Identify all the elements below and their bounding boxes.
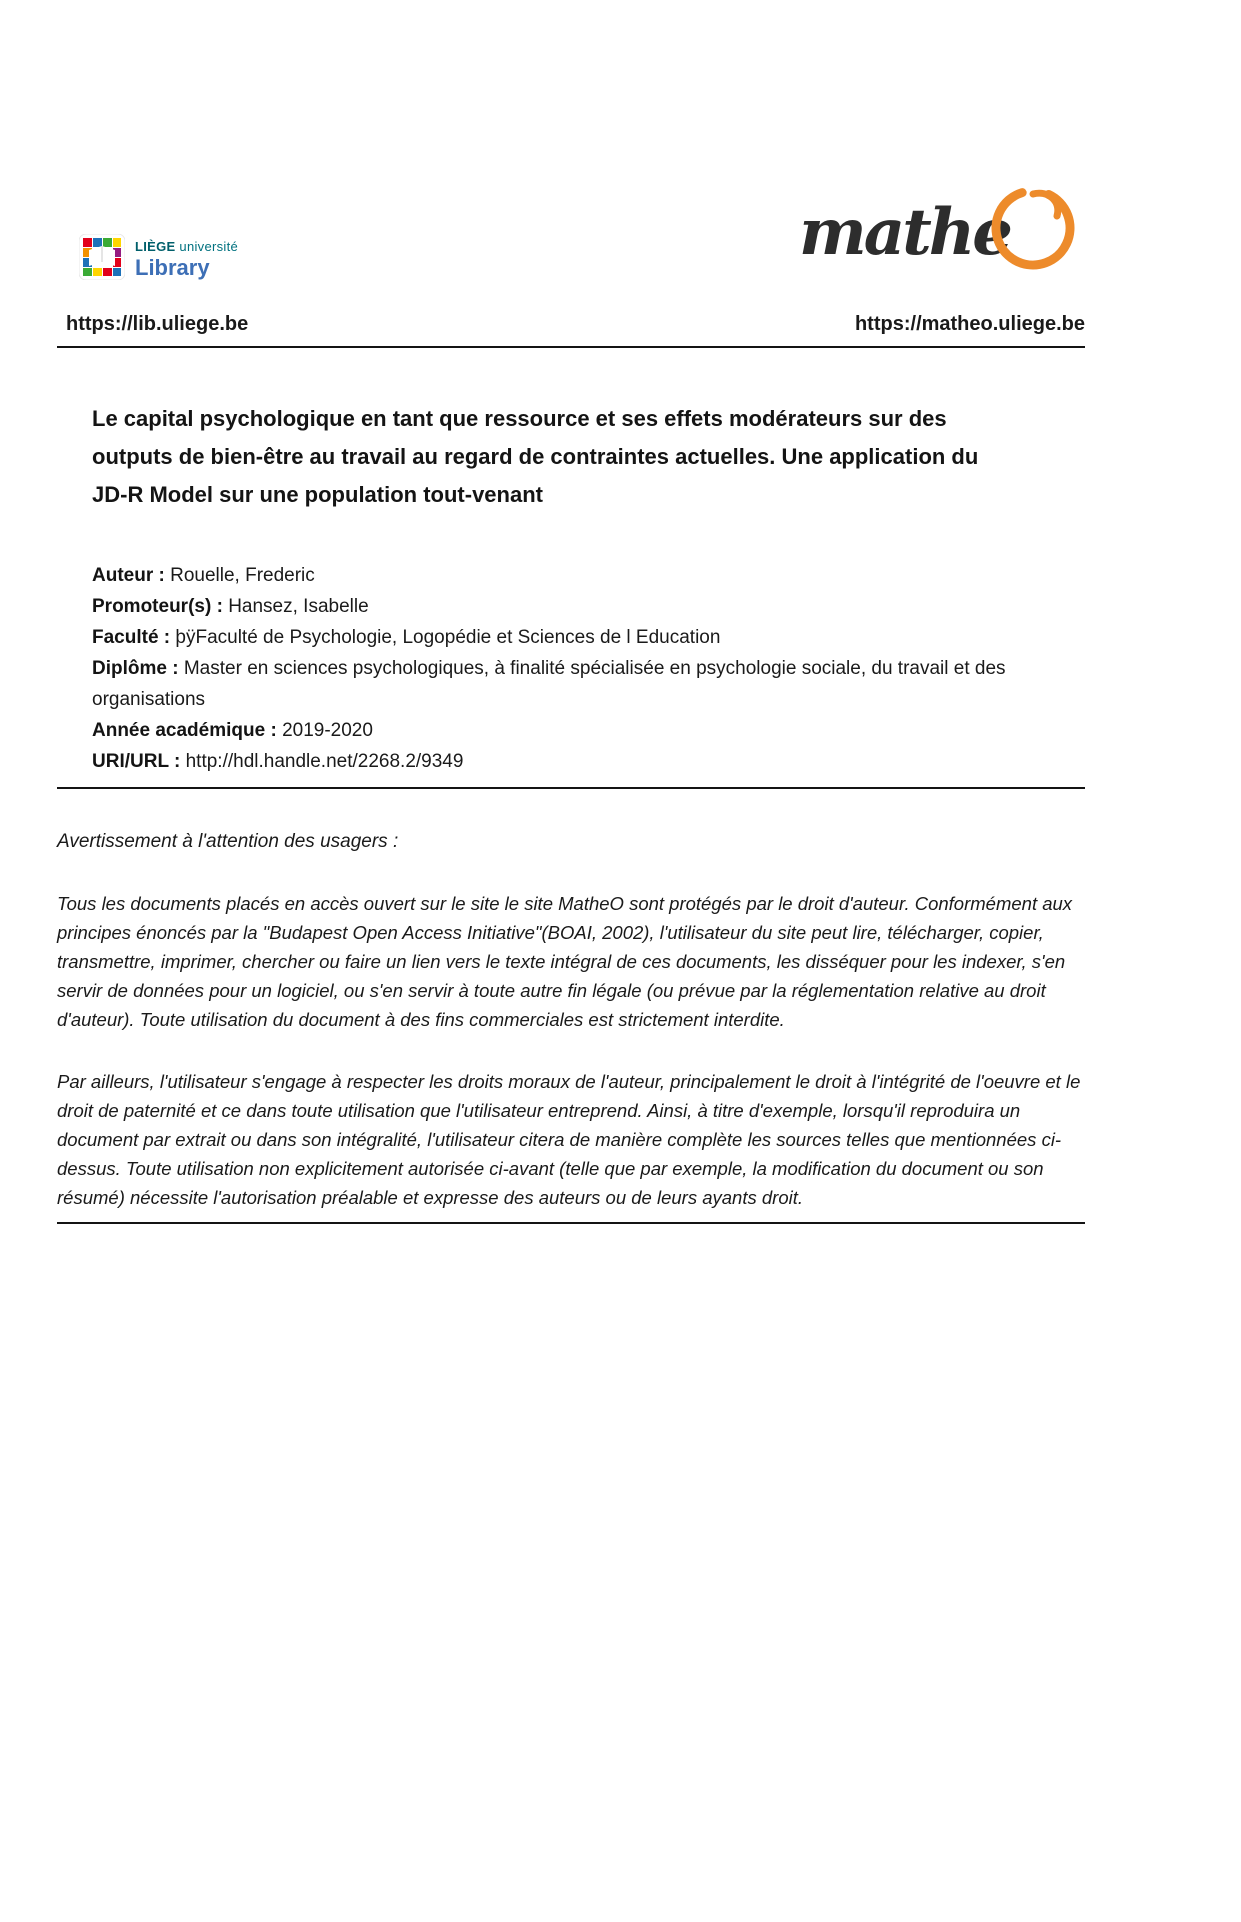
matheo-logo-script-text: mathe — [799, 195, 1010, 270]
uliege-library-logo — [79, 234, 238, 285]
matheo-url-link[interactable]: https://matheo.uliege.be — [854, 313, 1085, 335]
metadata-label: Diplôme : — [92, 658, 184, 679]
divider-top — [57, 346, 1085, 348]
metadata-row-uri — [92, 746, 1057, 777]
page-header — [57, 168, 1085, 295]
metadata-value: Rouelle, Frederic — [170, 565, 315, 586]
library-logo-icon — [79, 234, 125, 285]
metadata-label: Promoteur(s) : — [92, 596, 229, 617]
matheo-logo — [799, 168, 1079, 295]
metadata-label: Année académique : — [92, 720, 283, 741]
metadata-label: Faculté : — [92, 627, 176, 648]
document-page — [0, 168, 1241, 1922]
metadata-value: 2019-2020 — [282, 720, 373, 741]
notice-paragraph-1: Tous les documents placés en accès ouvert sur le site le site MatheO sont protégés par le droit d'auteur. Conformément aux principes énoncés par la "Budapest Open Access Initiative"(BOAI, 2002), l'utilisateur du site peut lire, télécharger, copier, transmettre, imprimer, chercher ou faire un lien vers le texte intégral de ces documents, les disséquer pour les indexer, s'en servir de données pour un logiciel, ou s'en servir à toute autre fin légale (ou prévue par la réglementation relative au droit d'auteur). Toute utilisation du document à des fins commerciales est strictement interdite. — [57, 893, 1073, 1030]
divider-middle — [57, 787, 1085, 789]
notice-heading: Avertissement à l'attention des usagers : — [57, 831, 399, 852]
divider-bottom — [57, 1222, 1085, 1224]
liege-universite-label: LIÈGE université — [135, 238, 239, 254]
metadata-row-diploma — [92, 653, 1057, 715]
metadata-value: Hansez, Isabelle — [228, 596, 369, 617]
metadata-value: Master en sciences psychologiques, à finalité spécialisée en psychologie sociale, du travail et des organisations — [92, 658, 1006, 710]
metadata-uri-link[interactable]: http://hdl.handle.net/2268.2/9349 — [185, 751, 464, 772]
metadata-label: URI/URL : — [92, 751, 186, 772]
library-label: Library — [135, 254, 210, 280]
library-logo-text — [135, 239, 238, 281]
metadata-row-faculty — [92, 622, 1057, 653]
metadata-label: Auteur : — [92, 565, 171, 586]
url-row — [57, 313, 1085, 336]
metadata-block — [92, 560, 1057, 777]
metadata-row-promoter — [92, 591, 1057, 622]
metadata-row-academic-year — [92, 715, 1057, 746]
thesis-title: Le capital psychologique en tant que ressource et ses effets modérateurs sur des outputs de bien-être au travail au regard de contraintes actuelles. Une application du JD-R Model sur une population tout-venant — [92, 406, 979, 507]
metadata-row-author — [92, 560, 1057, 591]
metadata-value: þÿFaculté de Psychologie, Logopédie et Sciences de l Education — [175, 627, 721, 648]
notice-paragraph-2: Par ailleurs, l'utilisateur s'engage à respecter les droits moraux de l'auteur, principalement le droit à l'intégrité de l'oeuvre et le droit de paternité et ce dans toute utilisation que l'utilisateur entreprend. Ainsi, à titre d'exemple, lorsqu'il reproduira un document par extrait ou dans son intégralité, l'utilisateur citera de manière complète les sources telles que mentionnées ci-dessus. Toute utilisation non explicitement autorisée ci-avant (telle que par exemple, la modification du document ou son résumé) nécessite l'autorisation préalable et expresse des auteurs ou de leurs ayants droit. — [57, 1071, 1081, 1208]
library-url-link[interactable]: https://lib.uliege.be — [66, 313, 249, 335]
